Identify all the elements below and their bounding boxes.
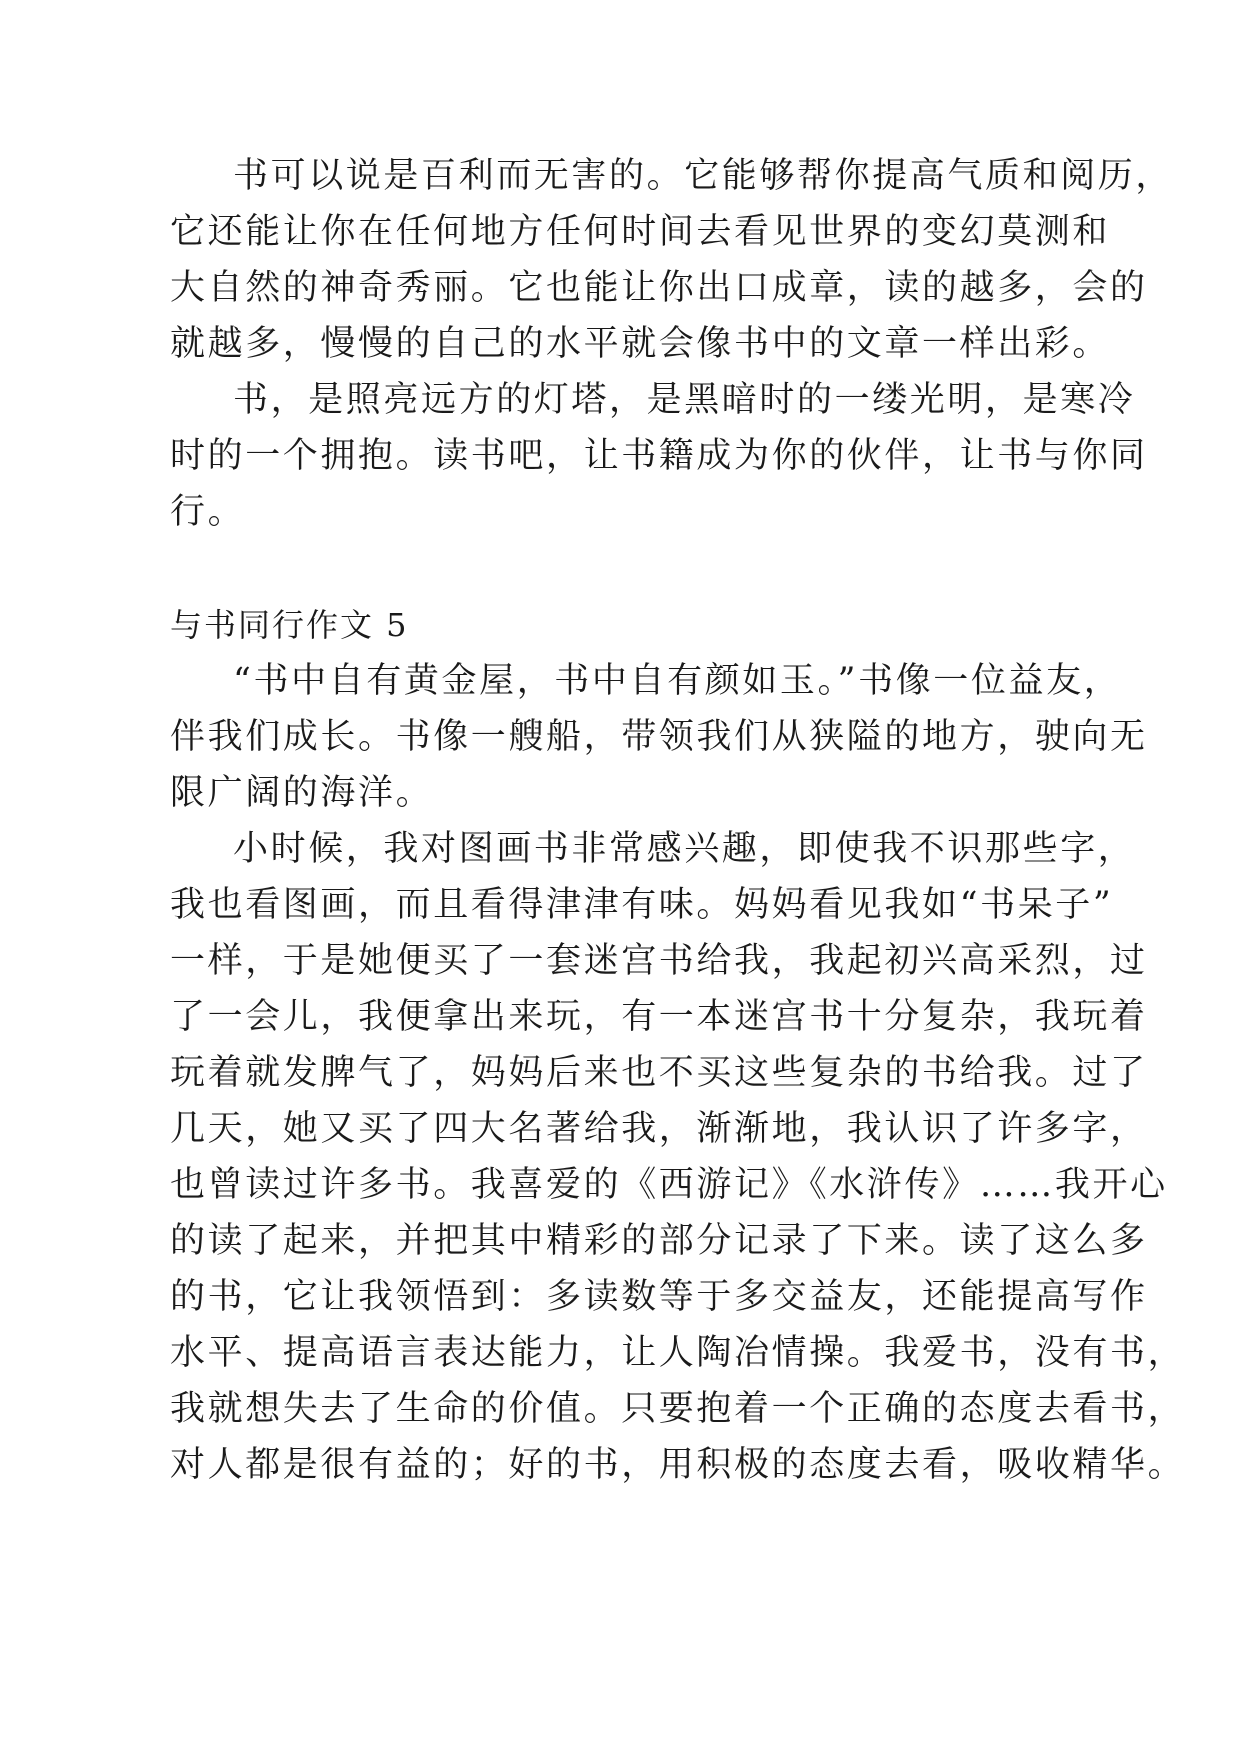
paragraph-line: 对人都是很有益的；好的书，用积极的态度去看，吸收精华。: [170, 1445, 1186, 1485]
paragraph-line: 伴我们成长。书像一艘船，带领我们从狭隘的地方，驶向无: [170, 717, 1148, 757]
paragraph-line: “书中自有黄金屋，书中自有颜如玉。”书像一位益友，: [233, 661, 1122, 701]
paragraph-line: 小时候，我对图画书非常感兴趣，即使我不识那些字，: [233, 829, 1136, 869]
section-heading: 与书同行作文 5: [170, 606, 409, 644]
paragraph-line: 了一会儿，我便拿出来玩，有一本迷宫书十分复杂，我玩着: [170, 997, 1148, 1037]
paragraph-line: 书，是照亮远方的灯塔，是黑暗时的一缕光明，是寒冷: [233, 380, 1136, 420]
paragraph-line: 玩着就发脾气了，妈妈后来也不买这些复杂的书给我。过了: [170, 1053, 1148, 1093]
paragraph-line: 水平、提高语言表达能力，让人陶冶情操。我爱书，没有书，: [170, 1333, 1186, 1373]
paragraph-line: 我也看图画，而且看得津津有味。妈妈看见我如“书呆子”: [170, 885, 1114, 925]
paragraph-line: 的书，它让我领悟到：多读数等于多交益友，还能提高写作: [170, 1277, 1148, 1317]
paragraph-line: 我就想失去了生命的价值。只要抱着一个正确的态度去看书，: [170, 1389, 1186, 1429]
paragraph-line: 时的一个拥抱。读书吧，让书籍成为你的伙伴，让书与你同: [170, 436, 1148, 476]
paragraph-line: 行。: [170, 492, 246, 532]
paragraph-line: 一样，于是她便买了一套迷宫书给我，我起初兴高采烈，过: [170, 941, 1148, 981]
paragraph-line: 也曾读过许多书。我喜爱的《西游记》《水浒传》……我开心: [170, 1165, 1168, 1205]
paragraph-line: 的读了起来，并把其中精彩的部分记录了下来。读了这么多: [170, 1221, 1148, 1261]
paragraph-line: 就越多，慢慢的自己的水平就会像书中的文章一样出彩。: [170, 324, 1111, 364]
paragraph-line: 书可以说是百利而无害的。它能够帮你提高气质和阅历，: [233, 156, 1174, 196]
paragraph-line: 几天，她又买了四大名著给我，渐渐地，我认识了许多字，: [170, 1109, 1148, 1149]
paragraph-line: 它还能让你在任何地方任何时间去看见世界的变幻莫测和: [170, 212, 1111, 252]
paragraph-line: 限广阔的海洋。: [170, 773, 434, 813]
paragraph-line: 大自然的神奇秀丽。它也能让你出口成章，读的越多，会的: [170, 268, 1148, 308]
